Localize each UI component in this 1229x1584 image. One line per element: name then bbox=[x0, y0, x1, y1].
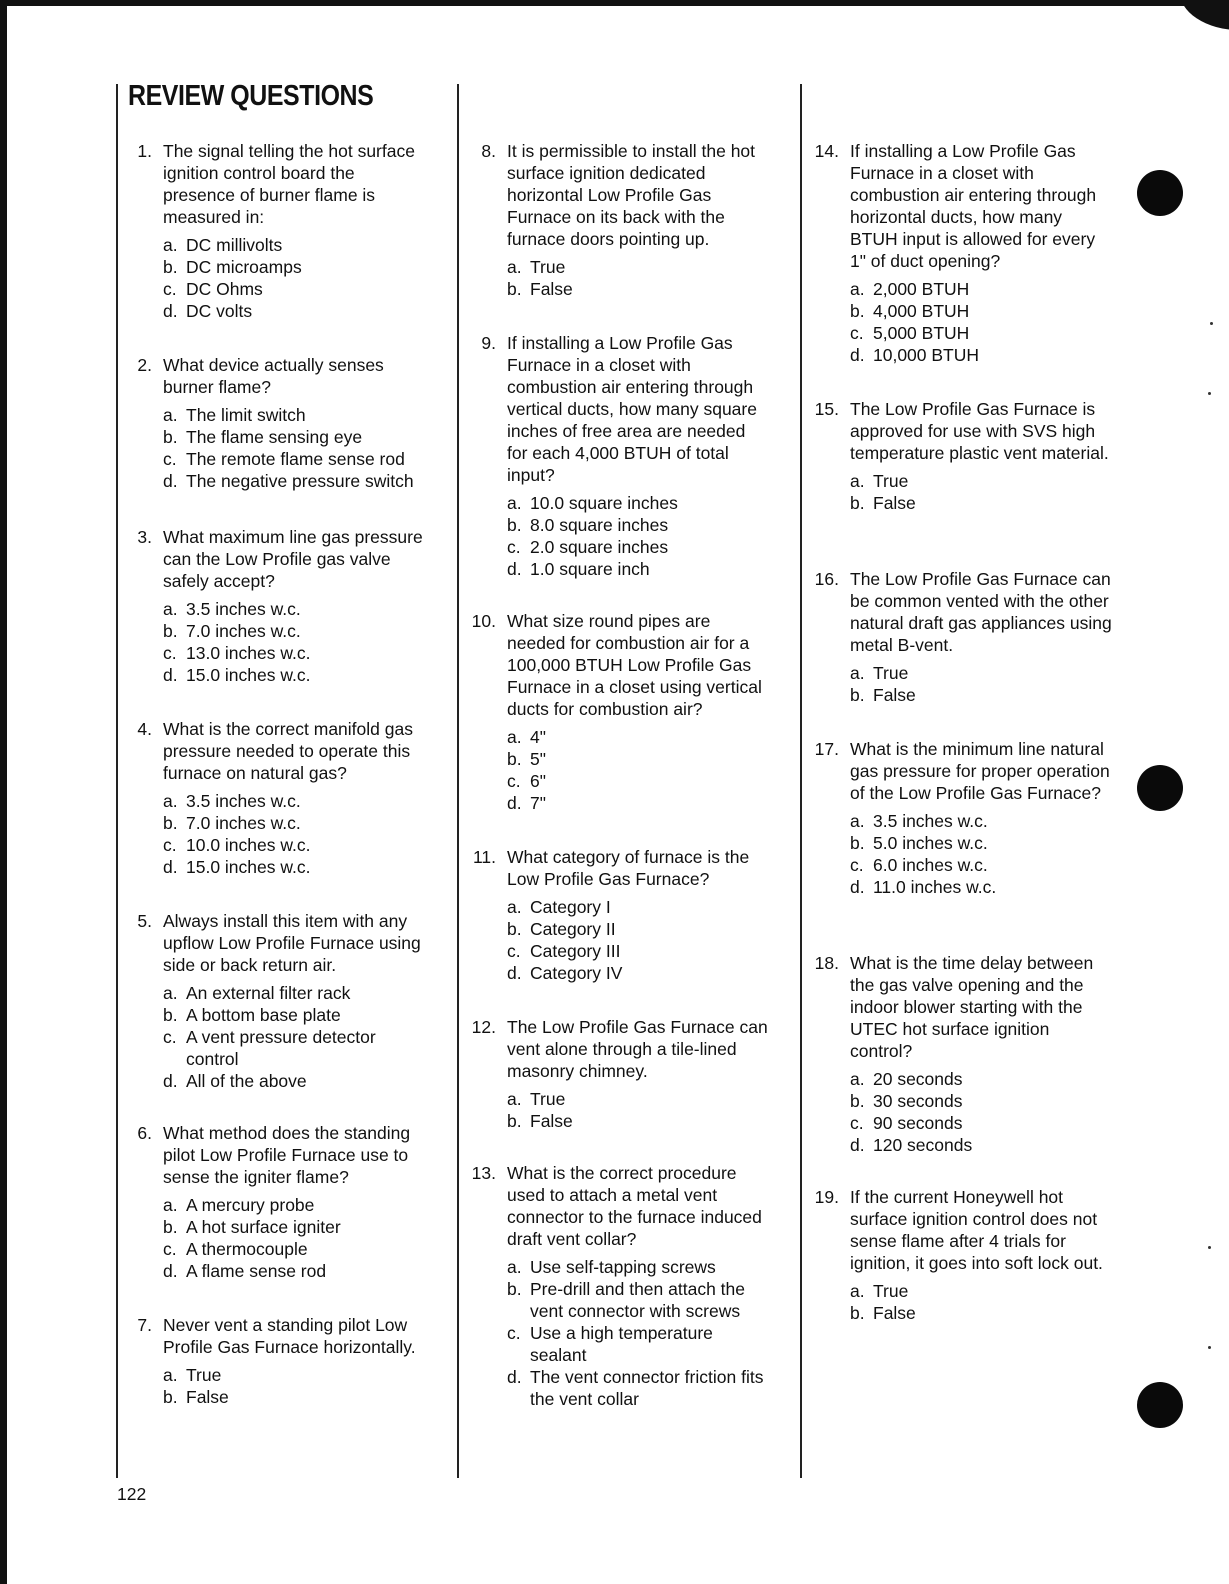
option-text: True bbox=[186, 1365, 222, 1385]
question-item bbox=[464, 610, 770, 814]
answer-option bbox=[163, 300, 430, 322]
answer-option bbox=[163, 278, 430, 300]
option-text: 13.0 inches w.c. bbox=[186, 643, 311, 663]
option-letter: d. bbox=[850, 345, 865, 365]
answer-option bbox=[163, 1364, 430, 1386]
option-text: A hot surface igniter bbox=[186, 1217, 341, 1237]
question-text: What is the minimum line natural gas pressure for proper operation of the Low Profile Gas Furnace? bbox=[850, 739, 1110, 803]
question-number: 8. bbox=[481, 141, 496, 161]
option-text: False bbox=[530, 1111, 573, 1131]
question-text: What is the correct manifold gas pressure needed to operate this furnace on natural gas? bbox=[163, 719, 413, 783]
option-text: 3.5 inches w.c. bbox=[186, 791, 301, 811]
option-text: DC millivolts bbox=[186, 235, 283, 255]
option-text: Category II bbox=[530, 919, 616, 939]
answer-options bbox=[163, 404, 430, 492]
question-text: What maximum line gas pressure can the Low Profile gas valve safely accept? bbox=[163, 527, 423, 591]
question-text: What category of furnace is the Low Profile Gas Furnace? bbox=[507, 847, 750, 889]
option-text: The flame sensing eye bbox=[186, 427, 363, 447]
column-rule bbox=[116, 84, 118, 1478]
option-text: 90 seconds bbox=[873, 1113, 963, 1133]
question-number: 6. bbox=[137, 1123, 152, 1143]
question-number: 9. bbox=[481, 333, 496, 353]
option-text: An external filter rack bbox=[186, 983, 351, 1003]
option-text: DC Ohms bbox=[186, 279, 263, 299]
option-letter: a. bbox=[850, 663, 865, 683]
question-text: The Low Profile Gas Furnace is approved for use with SVS high temperature plastic vent material. bbox=[850, 399, 1109, 463]
answer-option bbox=[850, 1090, 1112, 1112]
option-letter: c. bbox=[507, 771, 521, 791]
question-text: Always install this item with any upflow Low Profile Furnace using side or back return air. bbox=[163, 911, 421, 975]
option-text: 10,000 BTUH bbox=[873, 345, 980, 365]
answer-option bbox=[163, 1004, 430, 1026]
option-text: True bbox=[873, 1281, 909, 1301]
option-letter: a. bbox=[507, 727, 522, 747]
answer-option bbox=[163, 1026, 430, 1070]
scan-edge-left bbox=[0, 0, 7, 1584]
answer-option bbox=[850, 492, 1112, 514]
option-letter: a. bbox=[507, 1089, 522, 1109]
option-letter: d. bbox=[507, 963, 522, 983]
option-text: DC volts bbox=[186, 301, 253, 321]
question-item bbox=[464, 332, 770, 580]
question-text: If the current Honeywell hot surface ignition control does not sense flame after 4 trials for ignition, it goes into soft lock out. bbox=[850, 1187, 1103, 1273]
answer-option bbox=[850, 300, 1112, 322]
page-number: 122 bbox=[117, 1484, 147, 1504]
option-text: 1.0 square inch bbox=[530, 559, 650, 579]
option-letter: c. bbox=[507, 941, 521, 961]
option-text: True bbox=[873, 471, 909, 491]
option-text: 20 seconds bbox=[873, 1069, 963, 1089]
option-letter: b. bbox=[507, 1111, 522, 1131]
scan-edge-top bbox=[0, 0, 1229, 6]
option-text: Category III bbox=[530, 941, 621, 961]
question-number: 10. bbox=[471, 611, 496, 631]
answer-option bbox=[163, 1238, 430, 1260]
answer-option bbox=[163, 982, 430, 1004]
option-text: 3.5 inches w.c. bbox=[186, 599, 301, 619]
answer-option bbox=[507, 770, 770, 792]
question-text: The Low Profile Gas Furnace can vent alone through a tile-lined masonry chimney. bbox=[507, 1017, 768, 1081]
option-letter: a. bbox=[850, 1069, 865, 1089]
option-text: 5,000 BTUH bbox=[873, 323, 970, 343]
option-letter: a. bbox=[163, 1195, 178, 1215]
option-text: False bbox=[873, 493, 916, 513]
option-text: The limit switch bbox=[186, 405, 306, 425]
option-letter: b. bbox=[850, 493, 865, 513]
question-number: 18. bbox=[814, 953, 839, 973]
answer-option bbox=[507, 1110, 770, 1132]
option-letter: c. bbox=[850, 855, 864, 875]
option-text: A mercury probe bbox=[186, 1195, 315, 1215]
answer-option bbox=[507, 918, 770, 940]
answer-option bbox=[507, 514, 770, 536]
answer-option bbox=[507, 492, 770, 514]
option-letter: c. bbox=[507, 537, 521, 557]
option-letter: c. bbox=[163, 449, 177, 469]
option-letter: c. bbox=[850, 1113, 864, 1133]
answer-option bbox=[163, 426, 430, 448]
answer-option bbox=[163, 790, 430, 812]
option-letter: b. bbox=[163, 257, 178, 277]
answer-option bbox=[507, 278, 770, 300]
question-item bbox=[464, 1016, 770, 1132]
answer-option bbox=[163, 1260, 430, 1282]
answer-option bbox=[163, 664, 430, 686]
answer-option bbox=[850, 1302, 1112, 1324]
question-item bbox=[807, 1186, 1112, 1324]
question-text: What size round pipes are needed for combustion air for a 100,000 BTUH Low Profile Gas Furnace in a closet using vertical ducts for combustion air? bbox=[507, 611, 762, 719]
question-item bbox=[120, 1122, 430, 1282]
option-letter: b. bbox=[163, 813, 178, 833]
option-letter: b. bbox=[850, 833, 865, 853]
option-text: 3.5 inches w.c. bbox=[873, 811, 988, 831]
option-text: Use a high temperature sealant bbox=[530, 1323, 713, 1365]
option-text: 2,000 BTUH bbox=[873, 279, 970, 299]
option-letter: a. bbox=[507, 897, 522, 917]
question-number: 3. bbox=[137, 527, 152, 547]
option-letter: d. bbox=[163, 665, 178, 685]
answer-options bbox=[507, 1088, 770, 1132]
option-letter: a. bbox=[163, 1365, 178, 1385]
scan-speck bbox=[1208, 1346, 1211, 1349]
option-text: 7" bbox=[530, 793, 546, 813]
answer-option bbox=[507, 1088, 770, 1110]
answer-option bbox=[163, 598, 430, 620]
answer-option bbox=[163, 812, 430, 834]
punch-hole bbox=[1137, 765, 1183, 811]
answer-option bbox=[163, 834, 430, 856]
question-item bbox=[807, 952, 1112, 1156]
question-item bbox=[464, 1162, 770, 1410]
option-text: False bbox=[186, 1387, 229, 1407]
answer-option bbox=[850, 1068, 1112, 1090]
question-text: What is the correct procedure used to attach a metal vent connector to the furnace induced draft vent collar? bbox=[507, 1163, 762, 1249]
answer-option bbox=[163, 1216, 430, 1238]
answer-option bbox=[507, 1322, 770, 1366]
answer-option bbox=[163, 448, 430, 470]
option-letter: a. bbox=[850, 471, 865, 491]
option-letter: d. bbox=[163, 301, 178, 321]
question-text: It is permissible to install the hot surface ignition dedicated horizontal Low Profile Gas Furnace on its back with the furnace doors pointing up. bbox=[507, 141, 756, 249]
answer-option bbox=[163, 470, 430, 492]
answer-option bbox=[850, 1134, 1112, 1156]
option-text: 8.0 square inches bbox=[530, 515, 669, 535]
option-text: 6" bbox=[530, 771, 546, 791]
option-text: Pre-drill and then attach the vent connector with screws bbox=[530, 1279, 745, 1321]
option-letter: d. bbox=[163, 857, 178, 877]
option-text: A thermocouple bbox=[186, 1239, 308, 1259]
option-text: False bbox=[873, 1303, 916, 1323]
option-text: False bbox=[530, 279, 573, 299]
question-text: If installing a Low Profile Gas Furnace in a closet with combustion air entering through vertical ducts, how many square inches of free area are needed for each 4,000 BTUH of total input? bbox=[507, 333, 757, 485]
option-text: Category IV bbox=[530, 963, 623, 983]
question-item bbox=[120, 354, 430, 492]
option-letter: a. bbox=[850, 279, 865, 299]
question-number: 14. bbox=[814, 141, 839, 161]
answer-options bbox=[163, 982, 430, 1092]
answer-option bbox=[507, 896, 770, 918]
scan-corner bbox=[1169, 0, 1229, 30]
option-text: 7.0 inches w.c. bbox=[186, 621, 301, 641]
answer-option bbox=[850, 344, 1112, 366]
answer-option bbox=[507, 256, 770, 278]
answer-option bbox=[850, 684, 1112, 706]
option-letter: c. bbox=[163, 1027, 177, 1047]
answer-option bbox=[850, 322, 1112, 344]
option-letter: b. bbox=[163, 621, 178, 641]
question-item bbox=[120, 526, 430, 686]
option-letter: c. bbox=[507, 1323, 521, 1343]
option-text: 2.0 square inches bbox=[530, 537, 669, 557]
answer-option bbox=[507, 748, 770, 770]
question-number: 5. bbox=[137, 911, 152, 931]
answer-option bbox=[163, 234, 430, 256]
option-letter: b. bbox=[507, 279, 522, 299]
answer-option bbox=[163, 1070, 430, 1092]
answer-options bbox=[850, 1280, 1112, 1324]
option-text: 5" bbox=[530, 749, 546, 769]
option-letter: a. bbox=[507, 1257, 522, 1277]
question-text: What device actually senses burner flame? bbox=[163, 355, 384, 397]
scan-speck bbox=[1208, 1246, 1211, 1249]
question-number: 1. bbox=[137, 141, 152, 161]
question-number: 11. bbox=[472, 847, 496, 867]
question-text: The Low Profile Gas Furnace can be common vented with the other natural draft gas appliances using metal B-vent. bbox=[850, 569, 1112, 655]
answer-option bbox=[850, 278, 1112, 300]
answer-option bbox=[163, 1386, 430, 1408]
answer-options bbox=[507, 1256, 770, 1410]
answer-options bbox=[163, 1194, 430, 1282]
option-letter: d. bbox=[507, 1367, 522, 1387]
page-title: REVIEW QUESTIONS bbox=[128, 80, 374, 112]
question-item bbox=[807, 738, 1112, 898]
answer-option bbox=[163, 642, 430, 664]
option-letter: b. bbox=[163, 1387, 178, 1407]
answer-options bbox=[850, 470, 1112, 514]
option-letter: d. bbox=[507, 559, 522, 579]
answer-options bbox=[850, 662, 1112, 706]
question-text: The signal telling the hot surface ignition control board the presence of burner flame is measured in: bbox=[163, 141, 415, 227]
option-text: A bottom base plate bbox=[186, 1005, 341, 1025]
answer-options bbox=[163, 598, 430, 686]
answer-option bbox=[850, 1112, 1112, 1134]
question-number: 4. bbox=[137, 719, 152, 739]
option-text: 10.0 inches w.c. bbox=[186, 835, 311, 855]
answer-option bbox=[163, 1194, 430, 1216]
option-text: A flame sense rod bbox=[186, 1261, 327, 1281]
option-text: 5.0 inches w.c. bbox=[873, 833, 988, 853]
option-letter: d. bbox=[163, 471, 178, 491]
question-item bbox=[807, 568, 1112, 706]
question-number: 16. bbox=[814, 569, 839, 589]
question-number: 17. bbox=[814, 739, 839, 759]
answer-options bbox=[507, 256, 770, 300]
option-text: 120 seconds bbox=[873, 1135, 973, 1155]
option-letter: a. bbox=[850, 811, 865, 831]
option-letter: b. bbox=[507, 1279, 522, 1299]
option-text: The negative pressure switch bbox=[186, 471, 414, 491]
option-text: The vent connector friction fits the vent collar bbox=[530, 1367, 764, 1409]
option-letter: a. bbox=[163, 791, 178, 811]
option-text: 4,000 BTUH bbox=[873, 301, 970, 321]
punch-hole bbox=[1137, 1382, 1183, 1428]
scan-speck bbox=[1210, 322, 1213, 325]
question-number: 19. bbox=[814, 1187, 839, 1207]
question-text: If installing a Low Profile Gas Furnace in a closet with combustion air entering through horizontal ducts, how many BTUH input is allowed for every 1" of duct opening? bbox=[850, 141, 1097, 271]
option-letter: a. bbox=[163, 405, 178, 425]
option-text: The remote flame sense rod bbox=[186, 449, 405, 469]
answer-option bbox=[163, 620, 430, 642]
answer-options bbox=[850, 1068, 1112, 1156]
option-text: 10.0 square inches bbox=[530, 493, 678, 513]
option-letter: c. bbox=[163, 835, 177, 855]
answer-option bbox=[850, 854, 1112, 876]
option-letter: c. bbox=[163, 279, 177, 299]
option-letter: b. bbox=[507, 749, 522, 769]
column-rule bbox=[457, 84, 459, 1478]
option-letter: a. bbox=[507, 257, 522, 277]
option-text: True bbox=[530, 257, 566, 277]
option-letter: d. bbox=[163, 1261, 178, 1281]
column-rule bbox=[800, 84, 802, 1478]
option-letter: d. bbox=[507, 793, 522, 813]
option-letter: b. bbox=[850, 1091, 865, 1111]
answer-option bbox=[507, 940, 770, 962]
option-text: Use self-tapping screws bbox=[530, 1257, 716, 1277]
option-text: 15.0 inches w.c. bbox=[186, 857, 311, 877]
option-text: All of the above bbox=[186, 1071, 307, 1091]
question-number: 2. bbox=[137, 355, 152, 375]
option-text: A vent pressure detector control bbox=[186, 1027, 376, 1069]
option-letter: b. bbox=[163, 1005, 178, 1025]
question-text: What is the time delay between the gas valve opening and the indoor blower starting with the UTEC hot surface ignition control? bbox=[850, 953, 1094, 1061]
answer-option bbox=[507, 726, 770, 748]
option-text: 4" bbox=[530, 727, 546, 747]
question-item bbox=[120, 140, 430, 322]
answer-option bbox=[507, 792, 770, 814]
answer-options bbox=[507, 726, 770, 814]
question-text: What method does the standing pilot Low Profile Furnace use to sense the igniter flame? bbox=[163, 1123, 411, 1187]
question-item bbox=[120, 1314, 430, 1408]
answer-option bbox=[850, 470, 1112, 492]
answer-options bbox=[850, 810, 1112, 898]
option-text: Category I bbox=[530, 897, 611, 917]
question-item bbox=[464, 846, 770, 984]
answer-option bbox=[850, 810, 1112, 832]
question-item bbox=[120, 910, 430, 1092]
question-text: Never vent a standing pilot Low Profile Gas Furnace horizontally. bbox=[163, 1315, 416, 1357]
option-text: 30 seconds bbox=[873, 1091, 963, 1111]
option-letter: b. bbox=[850, 685, 865, 705]
punch-hole bbox=[1137, 170, 1183, 216]
option-letter: d. bbox=[850, 877, 865, 897]
option-text: True bbox=[873, 663, 909, 683]
answer-option bbox=[850, 832, 1112, 854]
answer-options bbox=[850, 278, 1112, 366]
question-number: 12. bbox=[471, 1017, 496, 1037]
answer-option bbox=[850, 876, 1112, 898]
option-letter: d. bbox=[850, 1135, 865, 1155]
answer-option bbox=[507, 1278, 770, 1322]
option-letter: d. bbox=[163, 1071, 178, 1091]
option-letter: c. bbox=[163, 1239, 177, 1259]
answer-option bbox=[850, 662, 1112, 684]
option-letter: a. bbox=[163, 983, 178, 1003]
answer-options bbox=[507, 896, 770, 984]
option-text: 7.0 inches w.c. bbox=[186, 813, 301, 833]
option-letter: b. bbox=[507, 919, 522, 939]
answer-option bbox=[163, 856, 430, 878]
answer-options bbox=[163, 790, 430, 878]
option-letter: c. bbox=[850, 323, 864, 343]
question-item bbox=[464, 140, 770, 300]
question-number: 15. bbox=[814, 399, 839, 419]
option-text: 15.0 inches w.c. bbox=[186, 665, 311, 685]
answer-options bbox=[507, 492, 770, 580]
option-letter: b. bbox=[507, 515, 522, 535]
option-letter: a. bbox=[507, 493, 522, 513]
question-item bbox=[120, 718, 430, 878]
option-letter: a. bbox=[163, 599, 178, 619]
option-letter: b. bbox=[850, 1303, 865, 1323]
option-letter: a. bbox=[163, 235, 178, 255]
question-number: 7. bbox=[137, 1315, 152, 1335]
option-text: True bbox=[530, 1089, 566, 1109]
answer-option bbox=[507, 558, 770, 580]
question-item bbox=[807, 398, 1112, 514]
question-item bbox=[807, 140, 1112, 366]
option-text: 11.0 inches w.c. bbox=[873, 877, 997, 897]
answer-option bbox=[507, 1256, 770, 1278]
answer-option bbox=[507, 1366, 770, 1410]
option-text: 6.0 inches w.c. bbox=[873, 855, 988, 875]
answer-option bbox=[507, 536, 770, 558]
question-number: 13. bbox=[471, 1163, 496, 1183]
option-letter: c. bbox=[163, 643, 177, 663]
answer-option bbox=[163, 404, 430, 426]
option-letter: b. bbox=[850, 301, 865, 321]
answer-option bbox=[850, 1280, 1112, 1302]
option-letter: b. bbox=[163, 1217, 178, 1237]
answer-option bbox=[507, 962, 770, 984]
option-letter: a. bbox=[850, 1281, 865, 1301]
answer-options bbox=[163, 1364, 430, 1408]
scan-speck bbox=[1208, 392, 1211, 395]
option-letter: b. bbox=[163, 427, 178, 447]
option-text: False bbox=[873, 685, 916, 705]
answer-options bbox=[163, 234, 430, 322]
option-text: DC microamps bbox=[186, 257, 302, 277]
answer-option bbox=[163, 256, 430, 278]
